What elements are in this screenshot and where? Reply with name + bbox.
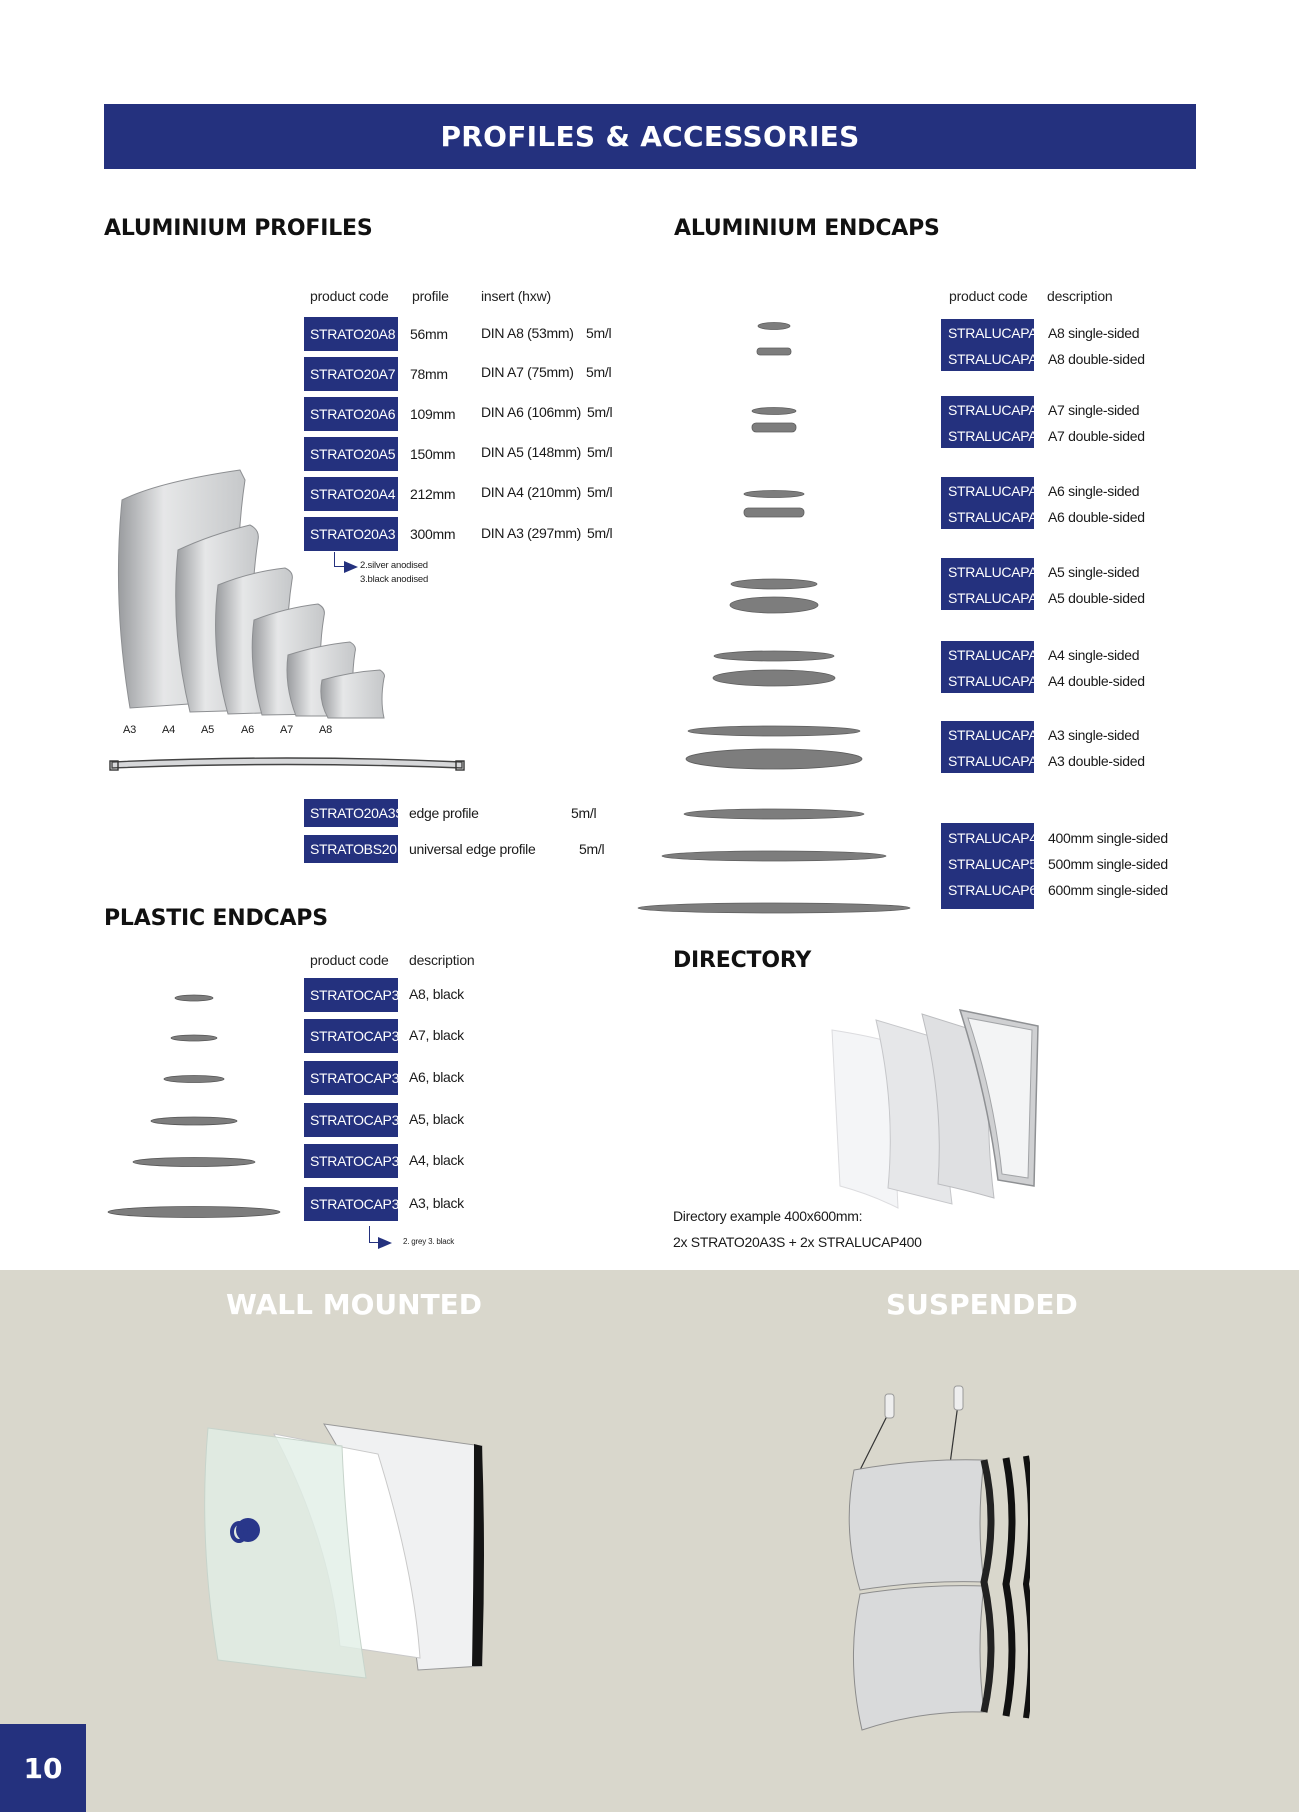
- endcap-desc: A3 double-sided: [1048, 753, 1145, 769]
- col-header-description: description: [1047, 288, 1113, 304]
- unit-cell: 5m/l: [587, 404, 613, 420]
- desc-cell: A6, black: [409, 1069, 464, 1085]
- wall-mounted-heading: WALL MOUNTED: [226, 1288, 483, 1321]
- profile-cell: 212mm: [410, 486, 456, 502]
- edge-unit-cell: 5m/l: [571, 805, 597, 821]
- col-header-insert: insert (hxw): [481, 288, 551, 304]
- insert-cell: DIN A4 (210mm): [481, 484, 582, 500]
- directory-caption-line-2: 2x STRATO20A3S + 2x STRALUCAP400: [673, 1234, 922, 1250]
- banner-title: PROFILES & ACCESSORIES: [440, 120, 860, 153]
- directory-caption-line-1: Directory example 400x600mm:: [673, 1208, 863, 1224]
- product-code-cell: STRATO20A3: [304, 517, 398, 551]
- insert-cell: DIN A7 (75mm): [481, 364, 574, 380]
- endcap-desc: A5 double-sided: [1048, 590, 1145, 606]
- directory-illustration: [830, 1008, 1042, 1210]
- endcap-code: STRALUCAPA3D: [948, 753, 1055, 769]
- wall-mounted-illustration: [190, 1420, 500, 1680]
- size-label: A3: [123, 724, 137, 736]
- endcap-desc: A8 double-sided: [1048, 351, 1145, 367]
- endcap-code: STRALUCAPA8: [948, 325, 1045, 341]
- finish-note-black: 3.black anodised: [360, 574, 429, 585]
- unit-cell: 5m/l: [587, 525, 613, 541]
- aluminium-profiles-illustration: [110, 460, 470, 720]
- suspended-heading: SUSPENDED: [886, 1288, 1078, 1321]
- endcap-code: STRALUCAP500: [948, 856, 1052, 872]
- endcap-desc: A7 single-sided: [1048, 402, 1140, 418]
- unit-cell: 5m/l: [587, 484, 613, 500]
- size-label: A5: [201, 724, 215, 736]
- plastic-endcaps-illustration: [106, 986, 286, 1222]
- profile-cell: 300mm: [410, 526, 456, 542]
- endcap-desc: 600mm single-sided: [1048, 882, 1168, 898]
- desc-cell: A7, black: [409, 1027, 464, 1043]
- endcap-desc: A3 single-sided: [1048, 727, 1140, 743]
- product-code-cell: STRATOCAP3A6: [304, 1061, 398, 1095]
- endcap-code: STRALUCAPA8D: [948, 351, 1055, 367]
- edge-desc-cell: edge profile: [409, 805, 479, 821]
- aluminium-endcaps-heading: ALUMINIUM ENDCAPS: [674, 216, 940, 241]
- desc-cell: A8, black: [409, 986, 464, 1002]
- endcap-desc: A8 single-sided: [1048, 325, 1140, 341]
- size-label: A8: [319, 724, 333, 736]
- desc-cell: A3, black: [409, 1195, 464, 1211]
- desc-cell: A5, black: [409, 1111, 464, 1127]
- size-label: A7: [280, 724, 294, 736]
- product-code-cell: STRATOCAP3A4: [304, 1144, 398, 1178]
- endcap-code: STRALUCAPA6D: [948, 509, 1055, 525]
- product-code-cell: STRATOCAP3A5: [304, 1103, 398, 1137]
- endcap-code: STRALUCAPA5: [948, 564, 1045, 580]
- endcap-code: STRALUCAPA4D: [948, 673, 1055, 689]
- directory-heading: DIRECTORY: [673, 948, 812, 973]
- page-number: 10: [0, 1724, 86, 1812]
- endcap-code: STRALUCAP400: [948, 830, 1052, 846]
- product-code-cell: STRATOBS20: [304, 835, 398, 863]
- endcap-desc: 400mm single-sided: [1048, 830, 1168, 846]
- edge-desc-cell: universal edge profile: [409, 841, 536, 857]
- product-code-cell: STRATO20A3S: [304, 799, 398, 827]
- edge-unit-cell: 5m/l: [579, 841, 605, 857]
- insert-cell: DIN A6 (106mm): [481, 404, 582, 420]
- col-header-product-code: product code: [949, 288, 1028, 304]
- insert-cell: DIN A5 (148mm): [481, 444, 582, 460]
- endcap-code: STRALUCAPA4: [948, 647, 1045, 663]
- endcap-desc: A4 double-sided: [1048, 673, 1145, 689]
- aluminium-endcaps-illustration: [636, 316, 926, 916]
- endcap-desc: A5 single-sided: [1048, 564, 1140, 580]
- endcap-desc: A6 single-sided: [1048, 483, 1140, 499]
- unit-cell: 5m/l: [586, 364, 612, 380]
- product-code-cell: STRATOCAP3A3: [304, 1187, 398, 1221]
- profile-cell: 150mm: [410, 446, 456, 462]
- col-header-profile: profile: [412, 288, 449, 304]
- aluminium-profiles-heading: ALUMINIUM PROFILES: [104, 216, 373, 241]
- endcap-desc: 500mm single-sided: [1048, 856, 1168, 872]
- suspended-illustration: [830, 1380, 1030, 1742]
- finish-note-silver: 2.silver anodised: [360, 560, 428, 571]
- unit-cell: 5m/l: [586, 325, 612, 341]
- color-note-arrowhead: [378, 1237, 392, 1249]
- product-code-cell: STRATO20A7: [304, 357, 398, 391]
- endcap-code: STRALUCAPA6: [948, 483, 1045, 499]
- endcap-desc: A4 single-sided: [1048, 647, 1140, 663]
- insert-cell: DIN A3 (297mm): [481, 525, 582, 541]
- endcap-code: STRALUCAPA3: [948, 727, 1045, 743]
- endcap-code: STRALUCAPA7: [948, 402, 1045, 418]
- product-code-cell: STRATO20A6: [304, 397, 398, 431]
- endcap-code: STRALUCAPA7D: [948, 428, 1055, 444]
- insert-cell: DIN A8 (53mm): [481, 325, 574, 341]
- desc-cell: A4, black: [409, 1152, 464, 1168]
- col-header-product-code: product code: [310, 952, 389, 968]
- profile-cell: 78mm: [410, 366, 448, 382]
- product-code-cell: STRATOCAP3A8: [304, 978, 398, 1012]
- endcap-desc: A6 double-sided: [1048, 509, 1145, 525]
- col-header-product-code: product code: [310, 288, 389, 304]
- plastic-endcaps-heading: PLASTIC ENDCAPS: [104, 906, 328, 931]
- size-label: A6: [241, 724, 255, 736]
- color-note: 2. grey 3. black: [403, 1237, 455, 1246]
- product-code-cell: STRATO20A4: [304, 477, 398, 511]
- endcap-code: STRALUCAP600: [948, 882, 1052, 898]
- product-code-cell: STRATO20A8: [304, 317, 398, 351]
- endcap-code: STRALUCAPA5D: [948, 590, 1055, 606]
- size-label: A4: [162, 724, 176, 736]
- endcap-desc: A7 double-sided: [1048, 428, 1145, 444]
- unit-cell: 5m/l: [587, 444, 613, 460]
- col-header-description: description: [409, 952, 475, 968]
- product-code-cell: STRATO20A5: [304, 437, 398, 471]
- edge-profile-illustration: [108, 756, 466, 774]
- product-code-cell: STRATOCAP3A7: [304, 1019, 398, 1053]
- page-banner: [104, 104, 1196, 169]
- profile-cell: 109mm: [410, 406, 456, 422]
- profile-cell: 56mm: [410, 326, 448, 342]
